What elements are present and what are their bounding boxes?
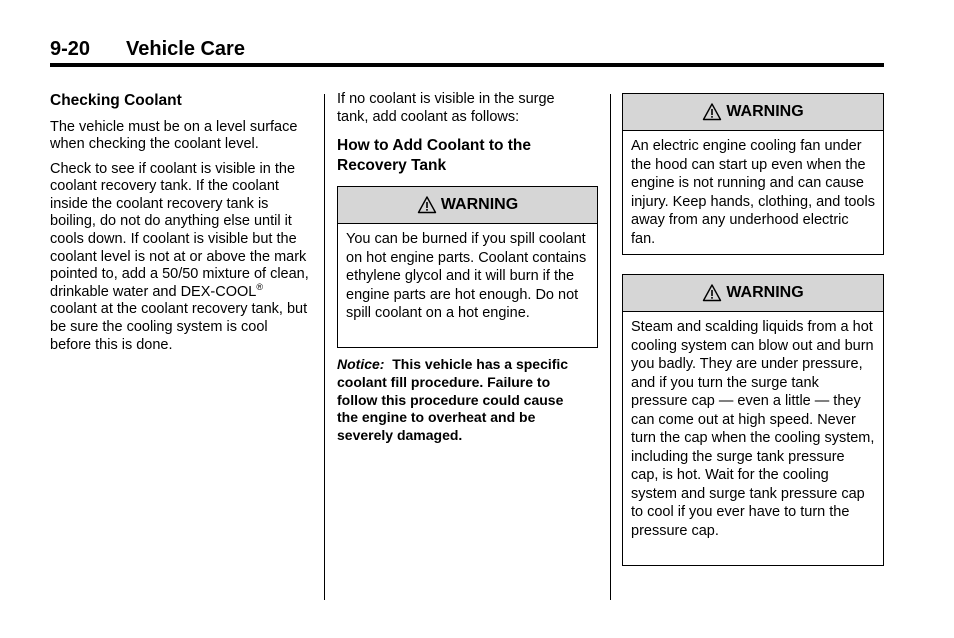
registered-mark: ®: [256, 282, 263, 293]
warning-body: You can be burned if you spill coolant on hot engine parts. Coolant contains ethylene glycol and it will burn if the engine parts are hot enough. Do not spill coolant on a hot engine.: [346, 231, 587, 321]
notice-paragraph: [337, 356, 587, 445]
coolant-check-paragraph: [50, 161, 312, 355]
warning-header: [623, 94, 883, 131]
section-title: Vehicle Care: [126, 38, 245, 60]
checking-coolant-heading: Checking Coolant: [50, 92, 182, 109]
fan-warning-box: [622, 93, 884, 255]
warning-header: [623, 275, 883, 312]
header-rule: [50, 63, 884, 67]
left-column: [50, 91, 312, 354]
warning-header: [338, 187, 597, 224]
warning-title: WARNING: [440, 196, 519, 213]
warning-title: WARNING: [726, 103, 804, 120]
burn-warning-box: [337, 186, 598, 348]
steam-warning-box: [622, 274, 884, 566]
page-number: 9-20: [50, 38, 91, 60]
notice-label: Notice:: [337, 356, 385, 372]
level-surface-paragraph: The vehicle must be on a level surface when checking the coolant level.: [50, 118, 298, 153]
column-divider-right: [610, 94, 611, 600]
surge-tank-intro: If no coolant is visible in the surge tank, add coolant as follows:: [337, 91, 555, 125]
coolant-check-text: Check to see if coolant is visible in the coolant recovery tank. If the coolant inside the coolant recovery tank is boiling, do not do anything else until it cools down. If coolant is visible but the coolant level is not at or above the mark pointed to, add a 50/50 mixture of clean, drinkable water and DEX-COOL: [50, 160, 309, 300]
notice-text: This vehicle has a specific coolant fill procedure. Failure to follow this procedure could cause the engine to overheat and be severely damaged.: [337, 356, 569, 444]
coolant-check-text-continued: coolant at the coolant recovery tank, but be sure the cooling system is cool before this is done.: [50, 301, 308, 353]
middle-column: [337, 91, 587, 175]
add-coolant-heading: How to Add Coolant to the Recovery Tank: [337, 137, 531, 174]
warning-title: WARNING: [726, 284, 804, 301]
exclamation-triangle-icon: [702, 102, 722, 122]
notice-block: [337, 356, 587, 445]
page-header: [50, 38, 884, 64]
warning-body: An electric engine cooling fan under the hood can start up even when the engine is not running and can cause injury. Keep hands, clothing, and tools away from any underhood electric fan.: [631, 138, 875, 247]
exclamation-triangle-icon: [417, 195, 437, 215]
column-divider-left: [324, 94, 325, 600]
exclamation-triangle-icon: [702, 283, 722, 303]
warning-body: Steam and scalding liquids from a hot cooling system can blow out and burn you badly. They are under pressure, and if you turn the surge tank pressure cap — even a little — they can come out at high speed. Never turn the cap when the cooling system, including the surge tank pressure cap, is hot. Wait for the cooling system and surge tank pressure cap to cool if you ever have to turn the pressure cap.: [631, 319, 875, 539]
